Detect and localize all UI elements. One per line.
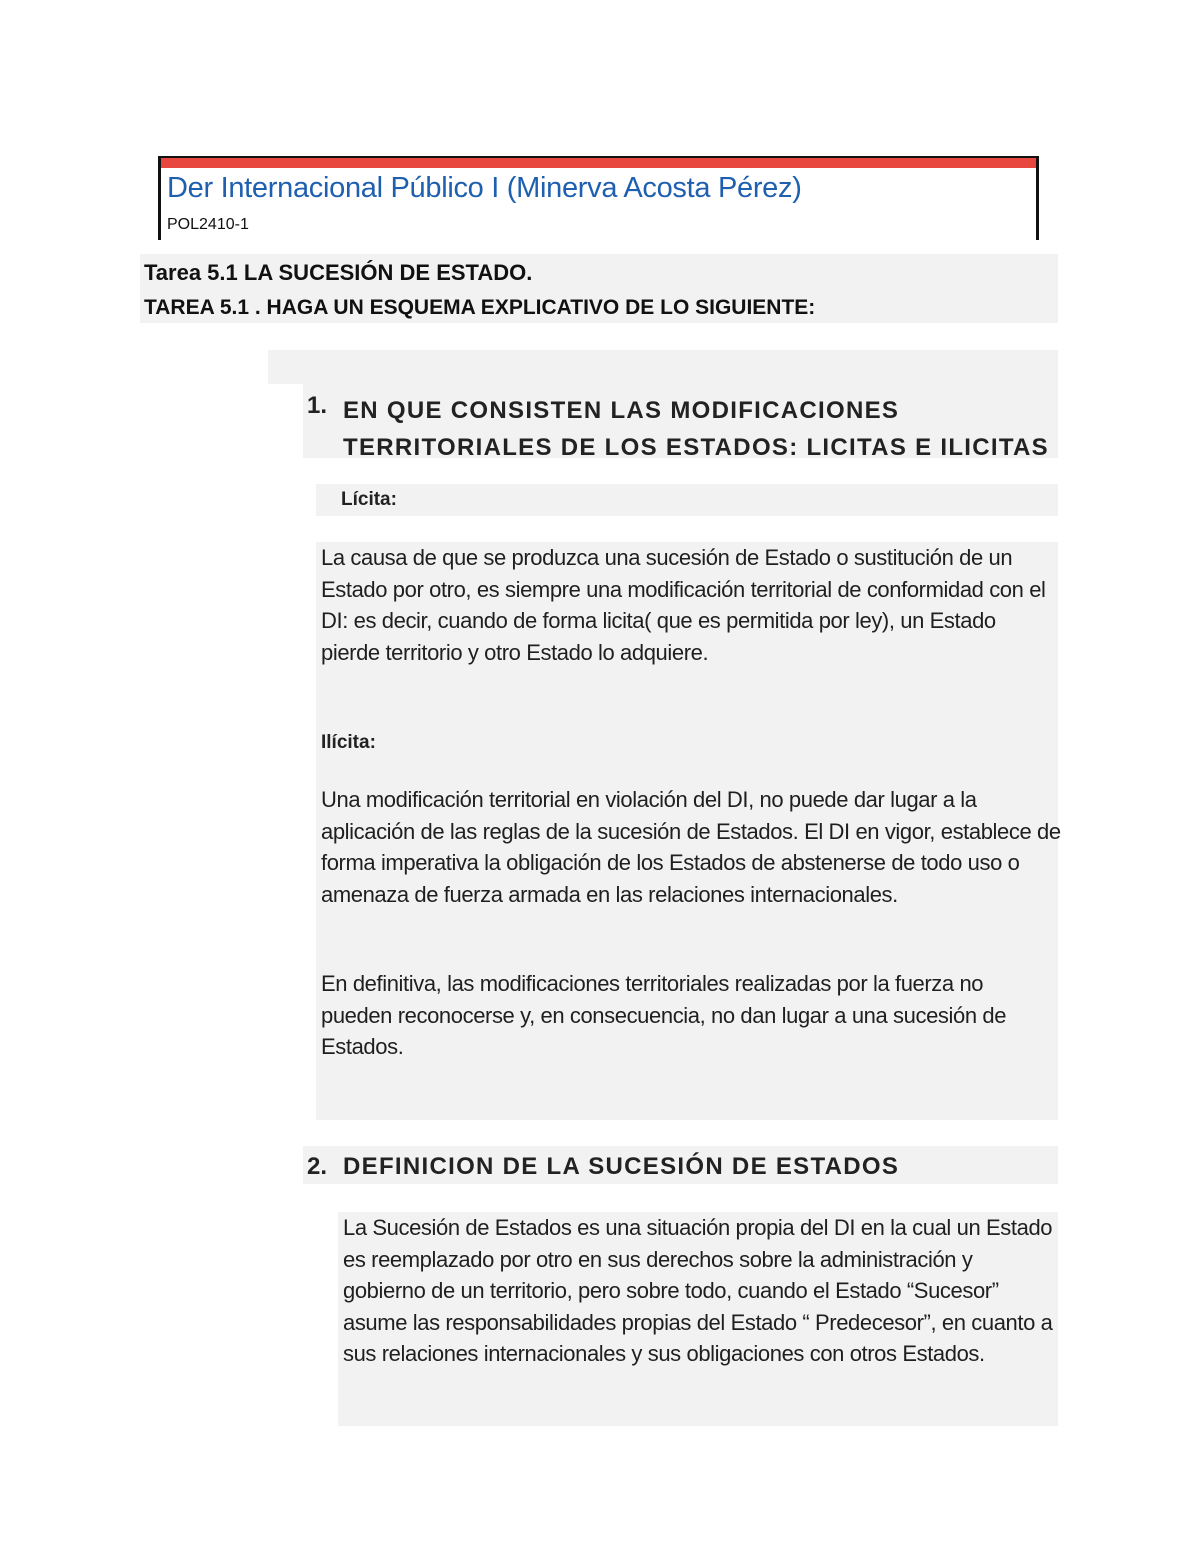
section-1-title: EN QUE CONSISTEN LAS MODIFICACIONES TERRITORIALES DE LOS ESTADOS: LICITAS E ILICITAS xyxy=(343,397,1049,461)
licita-label-bar xyxy=(316,484,1058,516)
task-instruction: TAREA 5.1 . HAGA UN ESQUEMA EXPLICATIVO DE LO SIGUIENTE: xyxy=(144,296,816,319)
licita-paragraph: La causa de que se produzca una sucesión de Estado o sustitución de un Estado por otro, es siempre una modificación territorial de conformidad con el DI: es decir, cuando de forma licita( que es permitida por ley), un Estado pierde territorio y otro Estado lo adquiere. xyxy=(321,545,1046,665)
conclusion-paragraph: En definitiva, las modificaciones territoriales realizadas por la fuerza no pueden reconocerse y, en consecuencia, no dan lugar a una sucesión de Estados. xyxy=(321,971,1007,1060)
ilicita-label: Ilícita: xyxy=(321,732,376,753)
section-2-number: 2. xyxy=(307,1153,328,1180)
course-title: Der Internacional Público I (Minerva Acosta Pérez) xyxy=(167,172,802,204)
section-2-title: DEFINICION DE LA SUCESIÓN DE ESTADOS xyxy=(343,1153,900,1180)
section-1-heading xyxy=(303,384,1058,461)
header-accent-bar xyxy=(161,158,1036,168)
section-2-content xyxy=(338,1212,1058,1426)
definition-paragraph: La Sucesión de Estados es una situación propia del DI en la cual un Estado es reemplazado por otro en sus derechos sobre la administración y gobierno de un territorio, pero sobre todo, cuando el Estado “Sucesor” asume las responsabilidades propias del Estado “ Predecesor”, en cuanto a sus relaciones internacionales y sus obligaciones con otros Estados. xyxy=(343,1215,1053,1367)
task-title: Tarea 5.1 LA SUCESIÓN DE ESTADO. xyxy=(144,260,533,285)
section-1-content xyxy=(316,542,1061,1120)
course-code: POL2410-1 xyxy=(167,216,249,233)
ilicita-paragraph: Una modificación territorial en violación del DI, no puede dar lugar a la aplicación de las reglas de la sucesión de Estados. El DI en vigor, establece de forma imperativa la obligación de los Estados de abstenerse de todo uso o amenaza de fuerza armada en las relaciones internacionales. xyxy=(321,787,1061,907)
task-heading-block xyxy=(140,254,1058,323)
section-spacer xyxy=(268,350,1058,384)
section-2-heading xyxy=(303,1146,1058,1184)
licita-label: Lícita: xyxy=(341,489,397,510)
section-1-number: 1. xyxy=(307,392,328,419)
course-header xyxy=(158,156,1039,240)
